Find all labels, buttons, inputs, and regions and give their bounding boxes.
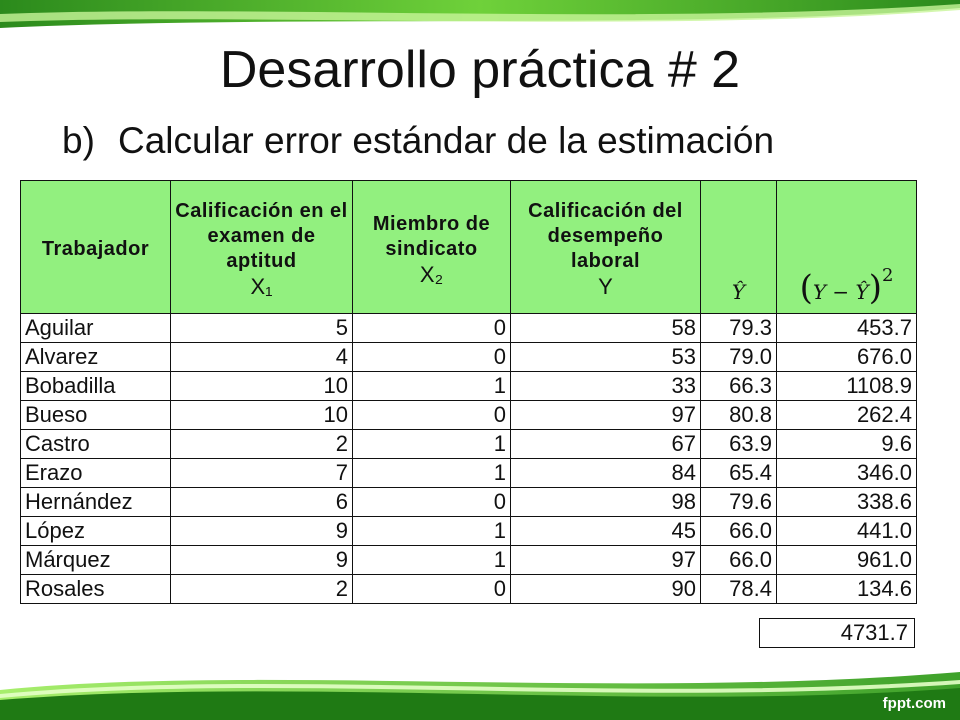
cell-desempeno: 97	[511, 401, 701, 430]
cell-y-hat: 79.0	[701, 343, 777, 372]
header-desempeno-var: Y	[598, 274, 613, 299]
header-aptitud-var: X₁	[250, 274, 273, 299]
cell-aptitud: 4	[171, 343, 353, 372]
cell-squared-error: 1108.9	[777, 372, 917, 401]
header-squared-exponent: 2	[881, 265, 894, 286]
cell-y-hat: 66.3	[701, 372, 777, 401]
cell-squared-error: 134.6	[777, 575, 917, 604]
cell-sindicato: 1	[353, 459, 511, 488]
header-squared-error-expr: Y − Ŷ	[812, 280, 869, 304]
cell-aptitud: 9	[171, 546, 353, 575]
table-row	[21, 546, 917, 575]
cell-desempeno: 98	[511, 488, 701, 517]
cell-trabajador: Hernández	[21, 488, 171, 517]
header-y-hat-symbol: Ŷ	[731, 280, 746, 304]
cell-desempeno: 45	[511, 517, 701, 546]
cell-squared-error: 346.0	[777, 459, 917, 488]
cell-y-hat: 65.4	[701, 459, 777, 488]
cell-desempeno: 67	[511, 430, 701, 459]
cell-y-hat: 78.4	[701, 575, 777, 604]
cell-sindicato: 1	[353, 430, 511, 459]
header-squared-error	[777, 181, 917, 314]
cell-squared-error: 9.6	[777, 430, 917, 459]
cell-aptitud: 2	[171, 575, 353, 604]
slide-title: Desarrollo práctica # 2	[219, 41, 741, 99]
cell-squared-error: 961.0	[777, 546, 917, 575]
cell-desempeno: 53	[511, 343, 701, 372]
cell-desempeno: 84	[511, 459, 701, 488]
table-row	[21, 401, 917, 430]
header-aptitud-label: Calificación en el examen de aptitud	[175, 200, 348, 272]
header-paren-close: )	[868, 268, 882, 308]
cell-desempeno: 90	[511, 575, 701, 604]
header-sindicato-label: Miembro de sindicato	[372, 212, 491, 260]
cell-trabajador: Bueso	[21, 401, 171, 430]
cell-trabajador: Rosales	[21, 575, 171, 604]
cell-aptitud: 7	[171, 459, 353, 488]
cell-aptitud: 5	[171, 314, 353, 343]
cell-aptitud: 10	[171, 401, 353, 430]
cell-aptitud: 2	[171, 430, 353, 459]
cell-squared-error: 441.0	[777, 517, 917, 546]
cell-squared-error: 262.4	[777, 401, 917, 430]
cell-sindicato: 1	[353, 546, 511, 575]
cell-y-hat: 66.0	[701, 517, 777, 546]
table-row	[21, 430, 917, 459]
cell-trabajador: López	[21, 517, 171, 546]
cell-sindicato: 0	[353, 343, 511, 372]
table-row	[21, 575, 917, 604]
table-row	[21, 343, 917, 372]
cell-trabajador: Castro	[21, 430, 171, 459]
cell-sindicato: 1	[353, 372, 511, 401]
subtitle-list-marker: b)	[62, 120, 95, 161]
cell-squared-error: 338.6	[777, 488, 917, 517]
table-header-row	[21, 181, 917, 314]
data-table	[20, 180, 917, 604]
table-row	[21, 517, 917, 546]
cell-aptitud: 6	[171, 488, 353, 517]
header-sindicato	[353, 181, 511, 314]
cell-trabajador: Alvarez	[21, 343, 171, 372]
cell-aptitud: 10	[171, 372, 353, 401]
cell-desempeno: 33	[511, 372, 701, 401]
cell-desempeno: 58	[511, 314, 701, 343]
cell-y-hat: 63.9	[701, 430, 777, 459]
table-row	[21, 459, 917, 488]
header-desempeno-label: Calificación del desempeño laboral	[528, 200, 683, 272]
table-row	[21, 488, 917, 517]
cell-squared-error: 676.0	[777, 343, 917, 372]
cell-desempeno: 97	[511, 546, 701, 575]
brand-watermark: fppt.com	[882, 695, 946, 712]
table-row	[21, 372, 917, 401]
cell-sindicato: 0	[353, 314, 511, 343]
cell-sindicato: 1	[353, 517, 511, 546]
cell-y-hat: 79.6	[701, 488, 777, 517]
header-trabajador: Trabajador	[21, 181, 171, 314]
cell-sindicato: 0	[353, 401, 511, 430]
cell-y-hat: 80.8	[701, 401, 777, 430]
cell-aptitud: 9	[171, 517, 353, 546]
header-aptitud	[171, 181, 353, 314]
header-sindicato-var: X₂	[419, 261, 444, 287]
total-sum-cell: 4731.7	[759, 618, 915, 648]
cell-sindicato: 0	[353, 488, 511, 517]
cell-y-hat: 66.0	[701, 546, 777, 575]
cell-squared-error: 453.7	[777, 314, 917, 343]
header-y-hat	[701, 181, 777, 314]
cell-trabajador: Erazo	[21, 459, 171, 488]
cell-y-hat: 79.3	[701, 314, 777, 343]
cell-trabajador: Bobadilla	[21, 372, 171, 401]
cell-trabajador: Márquez	[21, 546, 171, 575]
table-row	[21, 314, 917, 343]
subtitle-text: Calcular error estándar de la estimación	[118, 120, 775, 161]
cell-trabajador: Aguilar	[21, 314, 171, 343]
header-paren-open: (	[799, 268, 813, 308]
slide-subtitle	[62, 116, 774, 166]
cell-sindicato: 0	[353, 575, 511, 604]
header-desempeno	[511, 181, 701, 314]
